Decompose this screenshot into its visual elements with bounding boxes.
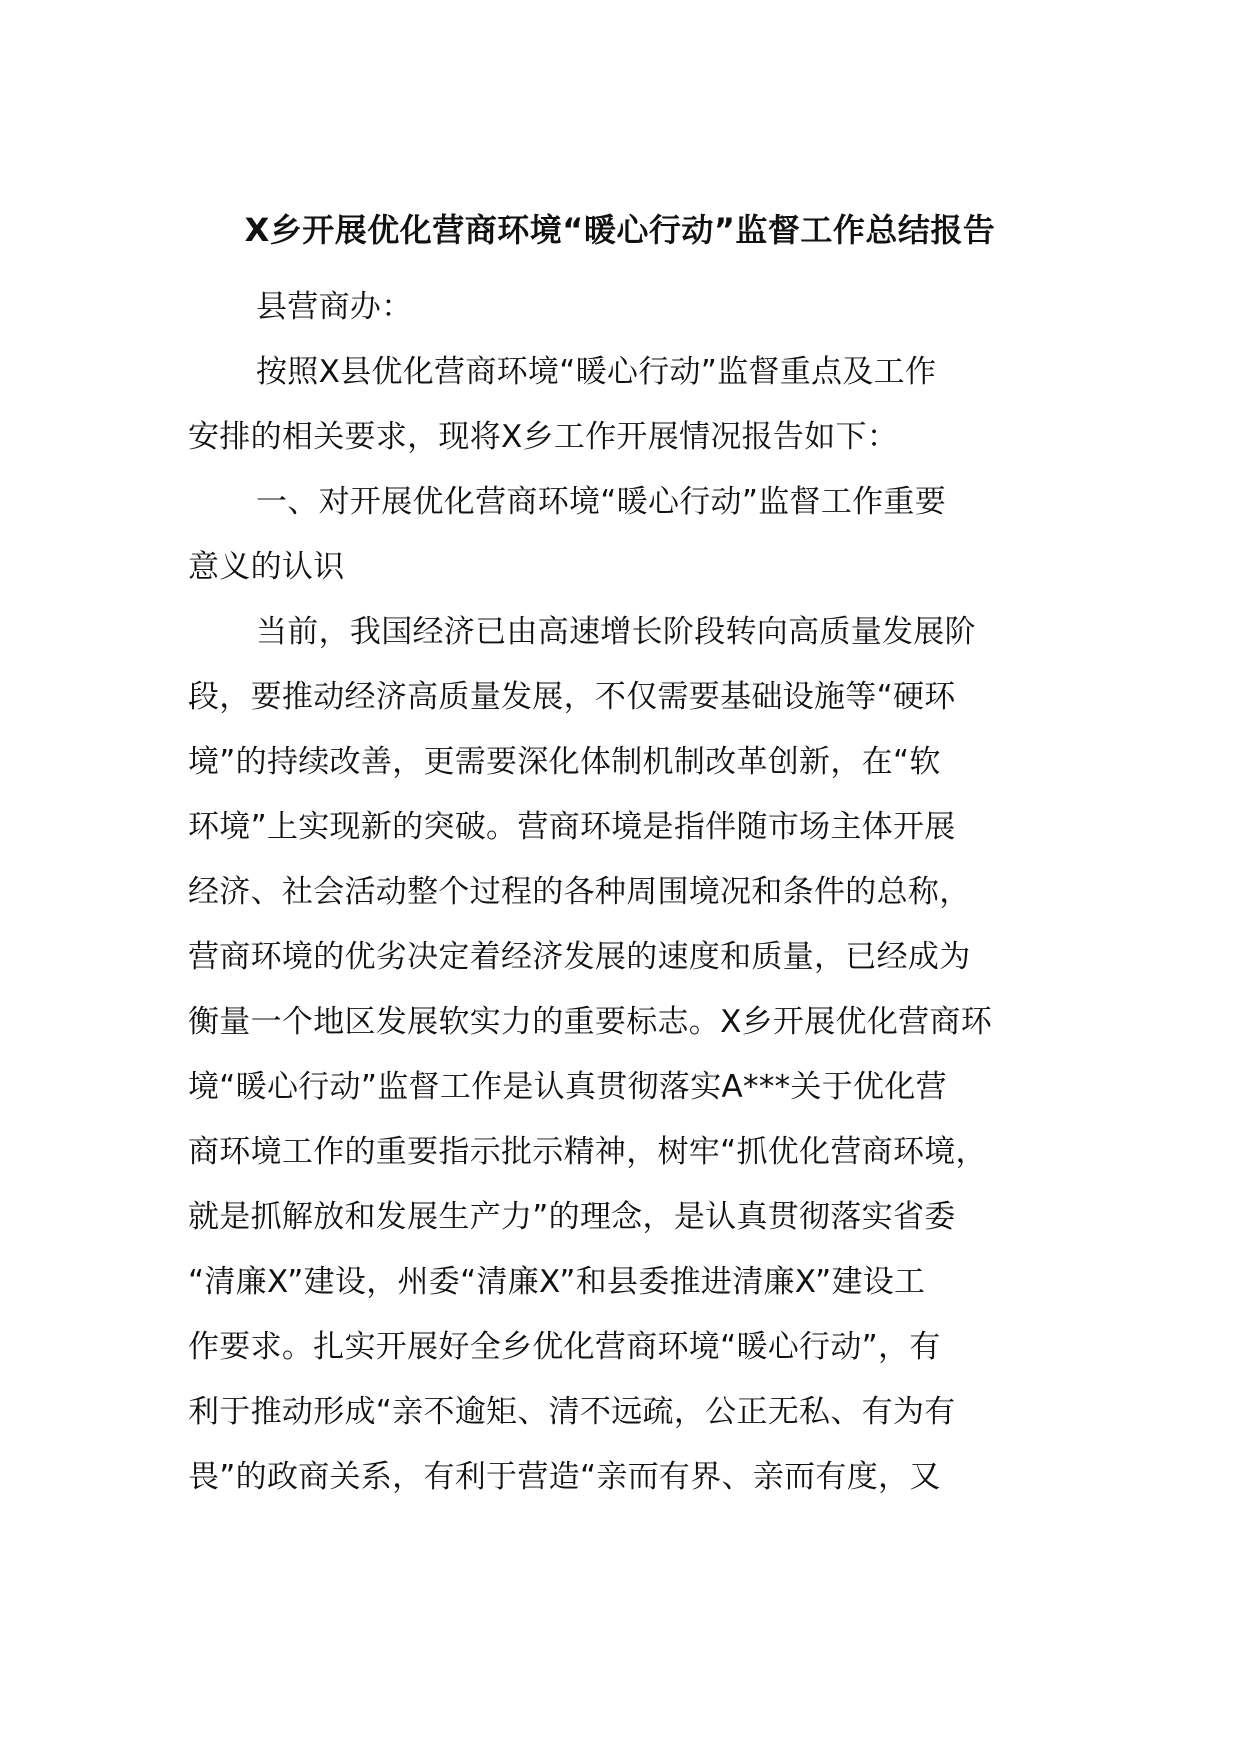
- text-line: 安排的相关要求，现将X乡工作开展情况报告如下：: [188, 419, 899, 455]
- document-title: X乡开展优化营商环境“暖心行动”监督工作总结报告: [244, 211, 996, 249]
- text-line: 县营商办：: [256, 289, 413, 325]
- document-body: [188, 275, 1058, 1510]
- text-line: 就是抓解放和发展生产力”的理念，是认真贯彻落实省委: [188, 1199, 956, 1235]
- text-line: 利于推动形成“亲不逾矩、清不远疏，公正无私、有为有: [188, 1394, 956, 1430]
- text-line: 环境”上实现新的突破。营商环境是指伴随市场主体开展: [188, 809, 956, 845]
- text-line: 段，要推动经济高质量发展，不仅需要基础设施等“硬环: [188, 679, 956, 715]
- text-line: 作要求。扎实开展好全乡优化营商环境“暖心行动”，有: [188, 1329, 941, 1365]
- text-line: 境”的持续改善，更需要深化体制机制改革创新，在“软: [188, 744, 941, 780]
- text-line: 境“暖心行动”监督工作是认真贯彻落实A***关于优化营: [188, 1069, 947, 1105]
- text-line: 经济、社会活动整个过程的各种周围境况和条件的总称，: [188, 874, 971, 910]
- text-line: 畏”的政商关系，有利于营造“亲而有界、亲而有度，又: [188, 1459, 941, 1495]
- text-line: 商环境工作的重要指示批示精神，树牢“抓优化营商环境，: [188, 1134, 987, 1170]
- text-line: 营商环境的优劣决定着经济发展的速度和质量，已经成为: [188, 939, 971, 975]
- text-line: “清廉X”建设，州委“清廉X”和县委推进清廉X”建设工: [188, 1264, 926, 1300]
- text-line: 衡量一个地区发展软实力的重要标志。X乡开展优化营商环: [188, 1004, 993, 1040]
- section-heading-line: 一、对开展优化营商环境“暖心行动”监督工作重要: [256, 484, 947, 520]
- text-line: 按照X县优化营商环境“暖心行动”监督重点及工作: [256, 354, 937, 390]
- text-line: 当前，我国经济已由高速增长阶段转向高质量发展阶: [256, 614, 976, 650]
- section-heading-line: 意义的认识: [188, 549, 345, 585]
